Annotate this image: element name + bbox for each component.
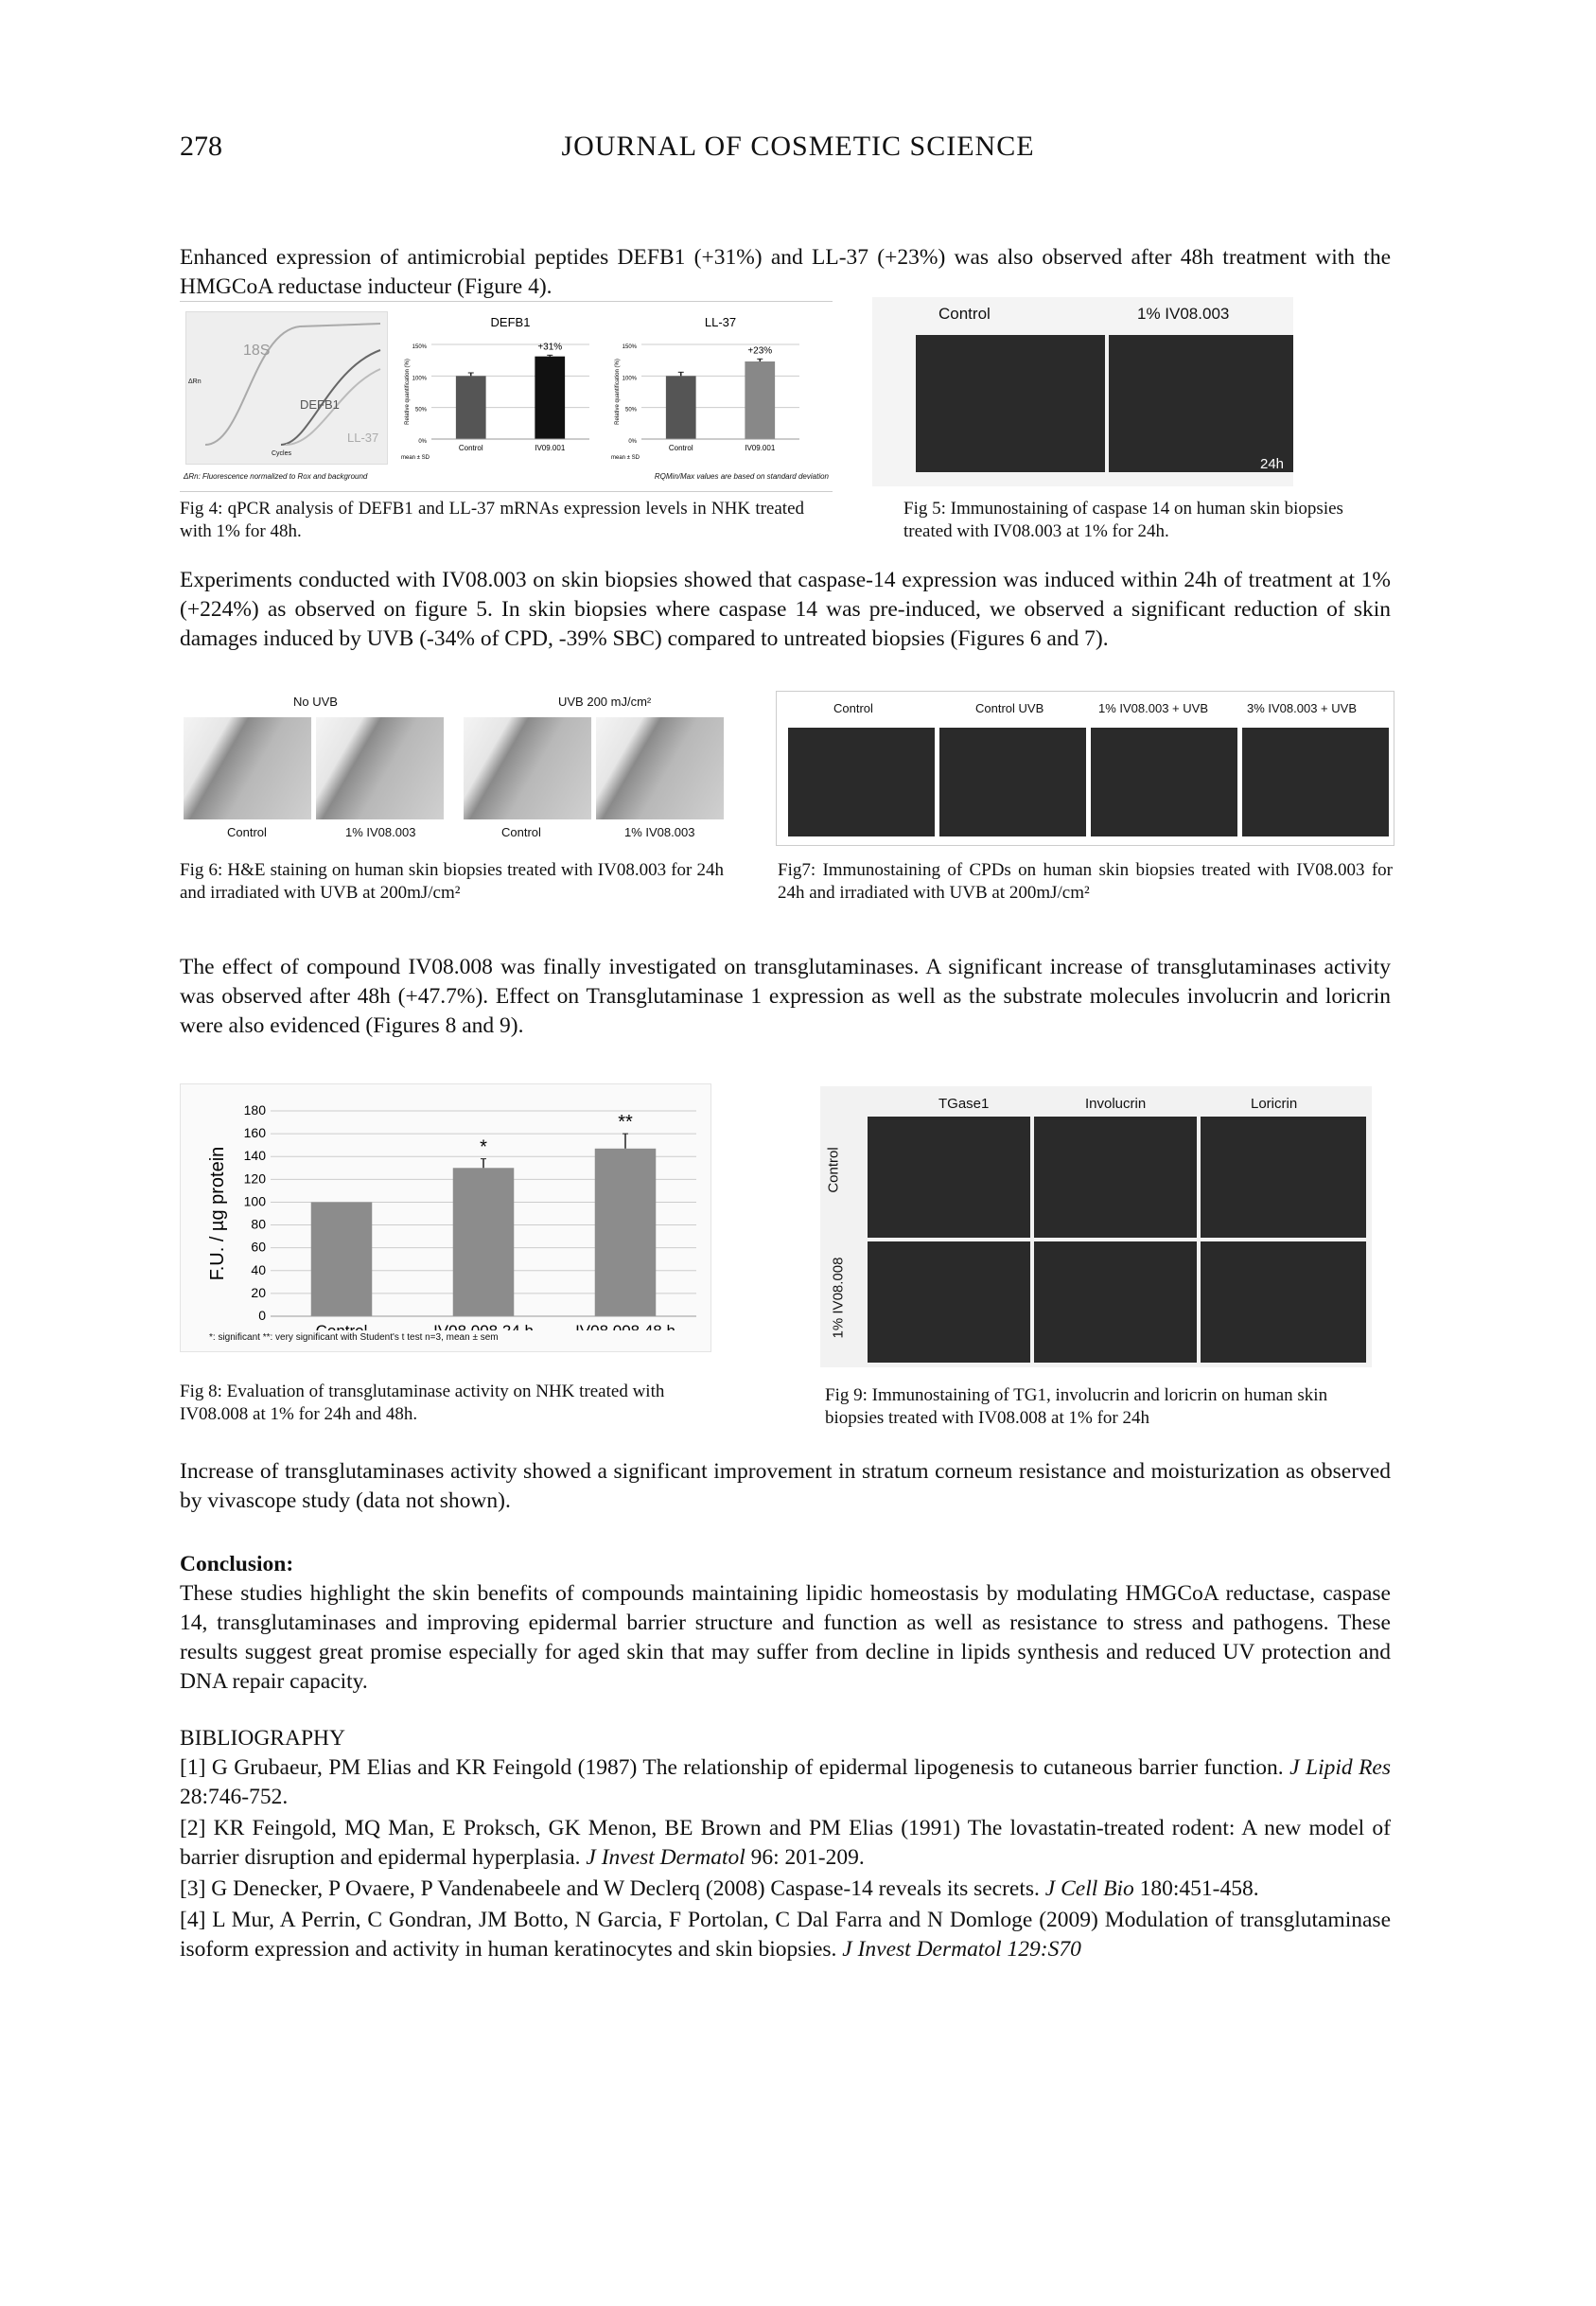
reference: [2] KR Feingold, MQ Man, E Proksch, GK Menon, BE Brown and PM Elias (1991) The lovastatin-treated rodent: A new model of barrier disruption and epidermal hyperplasia. J Invest Dermatol 96: 201-209. bbox=[180, 1816, 1391, 1870]
fig5-caption: Fig 5: Immunostaining of caspase 14 on human skin biopsies treated with IV08.003 at 1% for 24h. bbox=[903, 499, 1343, 541]
curve-xlabel: Cycles bbox=[272, 450, 292, 457]
y-tick-label: 50% bbox=[624, 407, 637, 414]
fig7-panel-label: 1% IV08.003 + UVB bbox=[1098, 701, 1208, 715]
significance-annotation: +23% bbox=[747, 345, 773, 357]
cpd-micrograph bbox=[788, 728, 935, 836]
figure-5 bbox=[872, 297, 1293, 486]
fig5-label-treated: 1% IV08.003 bbox=[1137, 305, 1230, 323]
chart-title: LL-37 bbox=[704, 315, 737, 329]
he-image bbox=[596, 717, 724, 819]
fig7-panel-label: Control UVB bbox=[975, 701, 1044, 715]
reference: [1] G Grubaeur, PM Elias and KR Feingold (1987) The relationship of epidermal lipogenesis to cutaneous barrier function. J Lipid Res 28:746-752. bbox=[180, 1755, 1391, 1809]
fig6-group-uvb: UVB 200 mJ/cm² bbox=[558, 695, 652, 709]
x-tick-label bbox=[316, 1322, 368, 1330]
y-axis-label: Relative quantification (%) bbox=[615, 359, 621, 425]
bar bbox=[666, 376, 696, 439]
paragraph: Experiments conducted with IV08.003 on skin biopsies showed that caspase-14 expression was induced within 24h of treatment at 1% (+224%) as observed on figure 5. In skin biopsies where caspase 14 was pre-induced, we observed a significant reduction of skin damages induced by UVB (-34% of CPD, -39% SBC) compared to untreated biopsies (Figures 6 and 7). bbox=[180, 568, 1391, 651]
journal-title: JOURNAL OF COSMETIC SCIENCE bbox=[561, 131, 1035, 162]
bar bbox=[311, 1202, 373, 1316]
x-tick-label: IV09.001 bbox=[745, 444, 776, 452]
fig7-caption: Fig7: Immunostaining of CPDs on human skin biopsies treated with IV08.003 for 24h and irradiated with UVB at 200mJ/cm² bbox=[778, 860, 1393, 903]
fig6-panel-label: Control bbox=[227, 825, 267, 839]
y-tick-label: 150% bbox=[412, 344, 427, 350]
tgase1-control-image bbox=[868, 1117, 1030, 1238]
x-tick-label: Control bbox=[668, 444, 693, 452]
cpd-micrograph bbox=[939, 728, 1086, 836]
reference: [4] L Mur, A Perrin, C Gondran, JM Botto, N Garcia, F Portolan, C Dal Farra and N Domloge (2009) Modulation of transglutaminase isoform expression and activity in human keratinocytes and skin biopsies. J Invest Dermatol 129:S70 bbox=[180, 1908, 1391, 1962]
chart-title: DEFB1 bbox=[490, 315, 531, 329]
y-tick-label: 150% bbox=[622, 344, 637, 350]
fig9-col-label: Loricrin bbox=[1251, 1096, 1298, 1112]
loricrin-control-image bbox=[1201, 1117, 1366, 1238]
significance-annotation: * bbox=[480, 1136, 487, 1158]
fig5-time-label: 24h bbox=[1260, 456, 1285, 472]
cpd-micrograph bbox=[1242, 728, 1389, 836]
paragraph: The effect of compound IV08.008 was finally investigated on transglutaminases. A significant increase of transglutaminases activity was observed after 48h (+47.7%). Effect on Transglutaminase 1 expression as well as the substrate molecules involucrin and loricrin were also evidenced (Figures 8 and 9). bbox=[180, 955, 1391, 1038]
mean-sd-label: mean ± SD bbox=[611, 455, 640, 461]
bar bbox=[453, 1168, 515, 1316]
tgase1-treated-image bbox=[868, 1241, 1030, 1363]
y-tick-label: 100% bbox=[412, 376, 427, 382]
figure-4 bbox=[180, 301, 833, 492]
x-tick-label: IV09.001 bbox=[535, 444, 566, 452]
y-tick-label: 0% bbox=[628, 439, 637, 445]
y-axis-label: F.U. / µg protein bbox=[207, 1146, 228, 1281]
figure-6 bbox=[180, 693, 731, 839]
y-tick-label: 50% bbox=[414, 407, 427, 414]
y-tick-label: 60 bbox=[251, 1239, 266, 1255]
involucrin-control-image bbox=[1034, 1117, 1197, 1238]
reference: [3] G Denecker, P Ovaere, P Vandenabeele and W Declerq (2008) Caspase-14 reveals its secrets. J Cell Bio 180:451-458. bbox=[180, 1876, 1259, 1901]
involucrin-treated-image bbox=[1034, 1241, 1197, 1363]
fig7-panel-label: 3% IV08.003 + UVB bbox=[1247, 701, 1357, 715]
x-tick-label: Control bbox=[458, 444, 483, 452]
y-tick-label: 100 bbox=[243, 1193, 266, 1209]
fig8-caption: Fig 8: Evaluation of transglutaminase activity on NHK treated with IV08.008 at 1% for 24h and 48h. bbox=[180, 1382, 665, 1424]
bar bbox=[456, 376, 486, 439]
paragraph: Increase of transglutaminases activity showed a significant improvement in stratum corneum resistance and moisturization as observed by vivascope study (data not shown). bbox=[180, 1459, 1391, 1513]
he-image bbox=[316, 717, 444, 819]
y-axis-label: Relative quantification (%) bbox=[405, 359, 411, 425]
bibliography-heading: BIBLIOGRAPHY bbox=[180, 1726, 345, 1751]
y-tick-label: 100% bbox=[622, 376, 637, 382]
x-tick-label bbox=[433, 1322, 534, 1330]
fig6-group-no-uvb: No UVB bbox=[293, 695, 338, 709]
figure-7 bbox=[776, 691, 1394, 846]
fig6-panel-label: 1% IV08.003 bbox=[624, 825, 695, 839]
y-tick-label: 120 bbox=[243, 1171, 266, 1187]
fig8-footnote: *: significant **: very significant with Student's t test n=3, mean ± sem bbox=[209, 1332, 499, 1343]
fig9-row-label: 1% IV08.008 bbox=[830, 1257, 847, 1339]
fig9-col-label: TGase1 bbox=[938, 1096, 990, 1112]
fig7-panel-label: Control bbox=[833, 701, 873, 715]
curve-label-ll37: LL-37 bbox=[347, 431, 379, 445]
x-tick-label bbox=[575, 1322, 675, 1330]
fig6-caption: Fig 6: H&E staining on human skin biopsies treated with IV08.003 for 24h and irradiated with UVB at 200mJ/cm² bbox=[180, 860, 724, 903]
fig4-caption: Fig 4: qPCR analysis of DEFB1 and LL-37 mRNAs expression levels in NHK treated with 1% for 48h. bbox=[180, 499, 804, 541]
micrograph-control bbox=[916, 335, 1105, 472]
micrograph-treated bbox=[1109, 335, 1293, 472]
y-tick-label: 20 bbox=[251, 1284, 266, 1300]
figure-8 bbox=[180, 1083, 711, 1352]
fig6-panel-label: Control bbox=[501, 825, 541, 839]
fig9-row-label: Control bbox=[825, 1147, 842, 1193]
figure-9 bbox=[820, 1086, 1372, 1367]
y-tick-label: 180 bbox=[243, 1102, 266, 1118]
y-tick-label: 0% bbox=[418, 439, 427, 445]
bar bbox=[595, 1149, 657, 1316]
fig6-panel-label: 1% IV08.003 bbox=[345, 825, 416, 839]
curve-ylabel: ΔRn bbox=[188, 378, 202, 385]
curve-label-18s: 18S bbox=[243, 343, 271, 359]
fig4-footnote-left: ΔRn: Fluorescence normalized to Rox and background bbox=[184, 472, 368, 481]
ll37-chart bbox=[605, 311, 804, 463]
fig5-label-control: Control bbox=[938, 305, 991, 323]
fig4-footnote-right: RQMin/Max values are based on standard deviation bbox=[654, 472, 829, 481]
fig9-caption: Fig 9: Immunostaining of TG1, involucrin and loricrin on human skin biopsies treated with IV08.008 at 1% for 24h bbox=[825, 1385, 1328, 1428]
he-image bbox=[464, 717, 591, 819]
mean-sd-label: mean ± SD bbox=[401, 455, 430, 461]
conclusion-heading: Conclusion: bbox=[180, 1552, 294, 1576]
y-tick-label: 80 bbox=[251, 1216, 266, 1232]
curve-label-defb1: DEFB1 bbox=[300, 397, 340, 412]
loricrin-treated-image bbox=[1201, 1241, 1366, 1363]
significance-annotation: ** bbox=[618, 1112, 633, 1134]
y-tick-label: 160 bbox=[243, 1125, 266, 1141]
y-tick-label: 0 bbox=[258, 1308, 266, 1323]
bar bbox=[745, 361, 775, 439]
conclusion-text: These studies highlight the skin benefits of compounds maintaining lipidic homeostasis by modulating HMGCoA reductase, caspase 14, transglutaminases and improving epidermal barrier structure and function as well as resistance to stress and pathogens. These results suggest great promise especially for aged skin that may suffer from decline in lipids synthesis and reduced UV protection and DNA repair capacity. bbox=[180, 1581, 1391, 1694]
paragraph: Enhanced expression of antimicrobial peptides DEFB1 (+31%) and LL-37 (+23%) was also observed after 48h treatment with the HMGCoA reductase inducteur (Figure 4). bbox=[180, 245, 1391, 299]
y-tick-label: 140 bbox=[243, 1148, 266, 1164]
transglutaminase-activity-chart bbox=[181, 1084, 710, 1330]
defb1-chart bbox=[395, 311, 594, 463]
he-image bbox=[184, 717, 311, 819]
y-tick-label: 40 bbox=[251, 1261, 266, 1277]
page-number: 278 bbox=[180, 131, 222, 162]
fig9-col-label: Involucrin bbox=[1085, 1096, 1147, 1112]
cpd-micrograph bbox=[1091, 728, 1237, 836]
significance-annotation: +31% bbox=[537, 342, 563, 353]
bibliography-list bbox=[180, 1753, 1391, 1966]
qpcr-curve-plot bbox=[185, 311, 388, 465]
bar bbox=[535, 357, 565, 439]
